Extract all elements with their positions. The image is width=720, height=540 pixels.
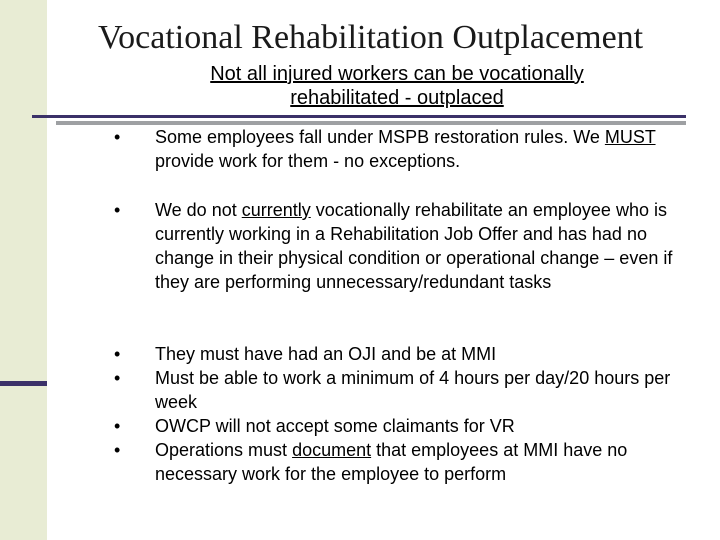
bullet-text-6 <box>155 438 700 486</box>
bullet-marker-3: • <box>114 344 121 364</box>
bullet-1-part-1: Some employees fall under MSPB restoration rules. We <box>155 127 605 147</box>
bullet-marker-5: • <box>114 416 121 436</box>
bullet-6-part-2: that employees at MMI have no necessary work for the employee to perform <box>155 440 628 484</box>
bullet-2-emphasis: currently <box>241 200 311 220</box>
divider-dark <box>32 115 686 118</box>
subtitle-line-1: Not all injured workers can be vocationally <box>210 63 584 85</box>
bullet-text-3: They must have had an OJI and be at MMI <box>155 344 497 364</box>
slide-title: Vocational Rehabilitation Outplacement <box>98 19 644 56</box>
bullet-1-part-2: provide work for them - no exceptions. <box>155 151 461 171</box>
left-decorative-band <box>0 0 47 540</box>
bullet-6-emphasis: document <box>292 440 372 460</box>
subtitle-line-2: rehabilitated - outplaced <box>290 87 504 109</box>
bullet-marker-4: • <box>114 368 121 388</box>
bullet-2-part-2: vocationally rehabilitate an employee who is currently working in a Rehabilitation Job Offer and has had no change in their physical condition or operational change – even if they are performing unnecessary/redundant tasks <box>155 200 673 292</box>
bullet-text-2 <box>155 198 700 294</box>
bullet-marker-2: • <box>114 200 121 220</box>
bullet-2-part-1: We do not <box>155 200 242 220</box>
bullet-marker-1: • <box>114 127 121 147</box>
bullet-text-5: OWCP will not accept some claimants for VR <box>155 416 515 436</box>
bullet-text-4: Must be able to work a minimum of 4 hours per day/20 hours per week <box>155 368 671 412</box>
bullet-1-emphasis: MUST <box>604 127 656 147</box>
bullet-6-part-1: Operations must <box>155 440 293 460</box>
slide-subtitle <box>150 62 644 110</box>
bullet-marker-6: • <box>114 440 121 460</box>
bullet-text-1 <box>155 125 700 173</box>
left-accent-bar <box>0 381 47 386</box>
